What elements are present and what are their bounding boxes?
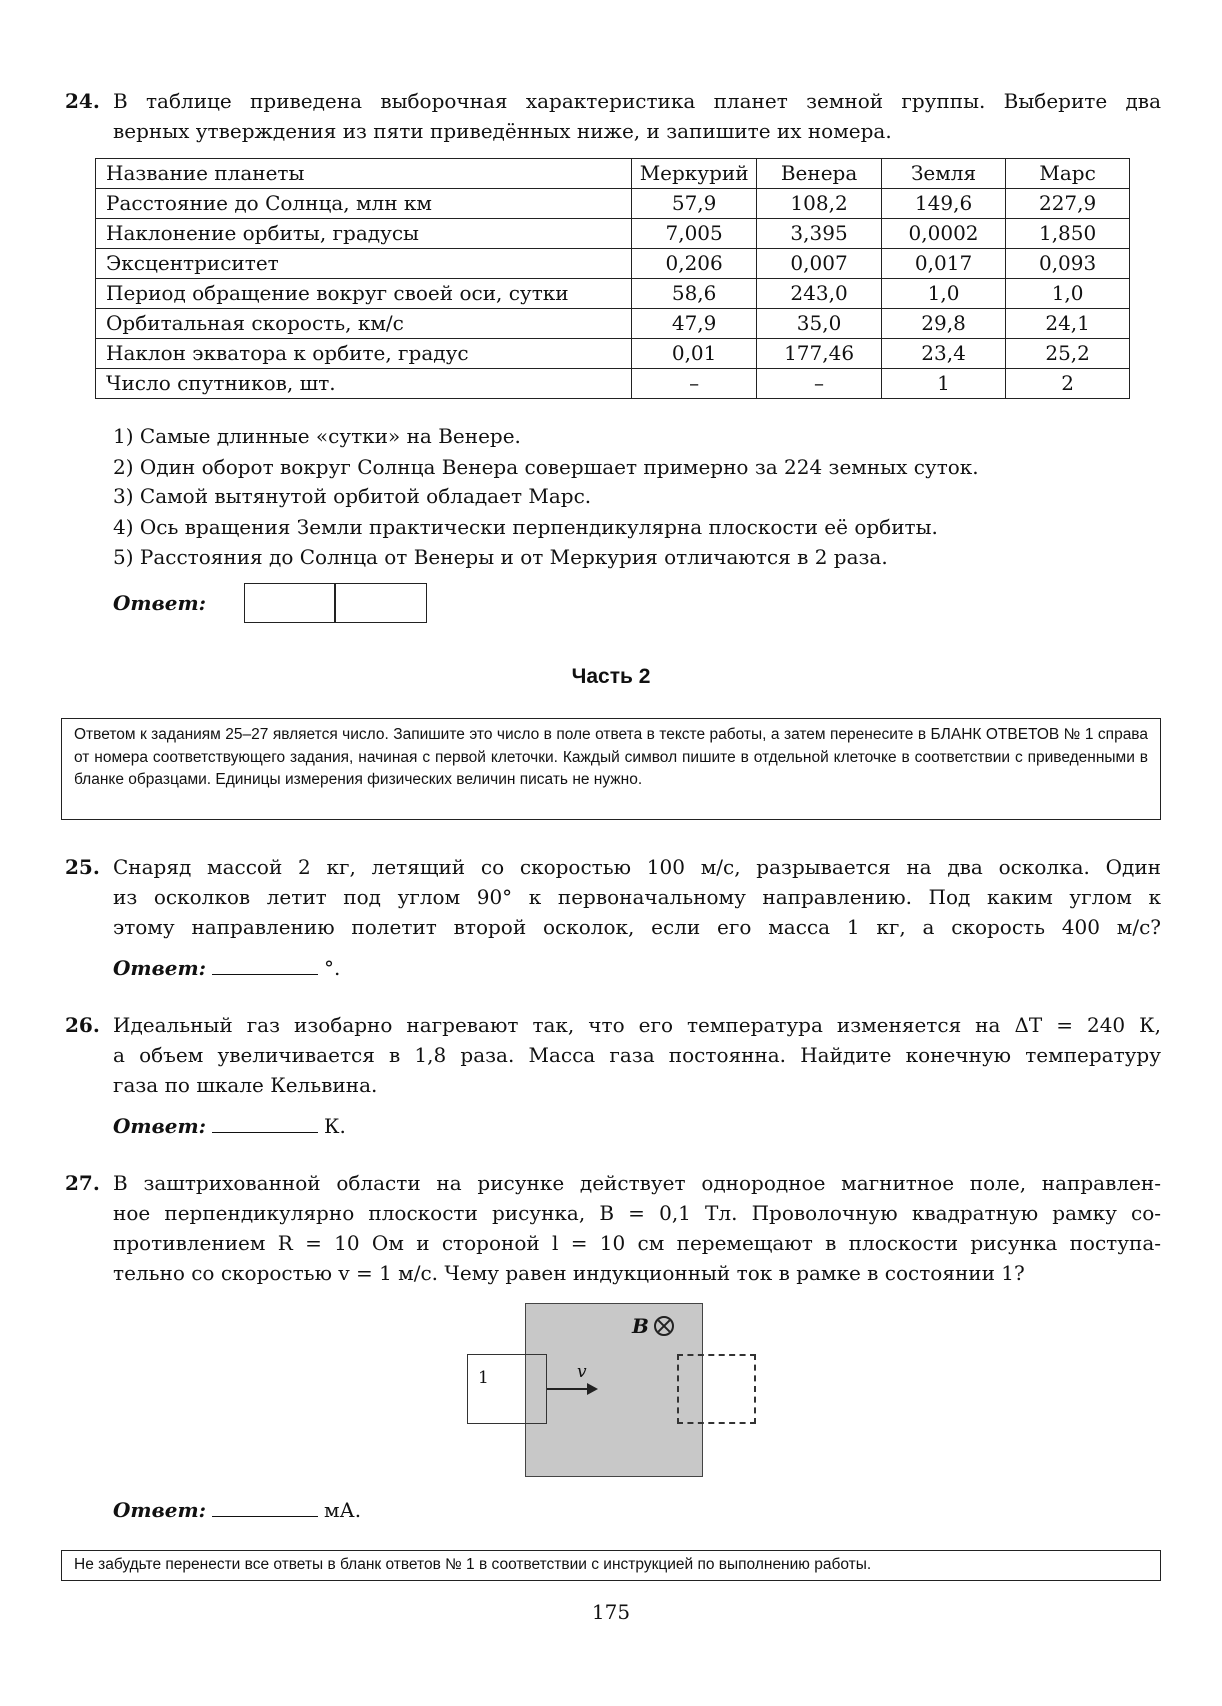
question-27-line-4: тельно со скоростью v = 1 м/с. Чему равен индукционный ток в рамке в состоянии 1?	[113, 1261, 1025, 1285]
answer-field-26[interactable]	[212, 1114, 318, 1133]
question-26-line-3: газа по шкале Кельвина.	[113, 1073, 378, 1097]
table-row	[96, 189, 1130, 219]
table-cell: 23,4	[881, 339, 1005, 369]
footer-note: Не забудьте перенести все ответы в бланк ответов № 1 в соответствии с инструкцией по выполнению работы.	[61, 1550, 1161, 1581]
magnetic-field-figure	[460, 1300, 770, 1480]
answer-option-2: 2) Один оборот вокруг Солнца Венера совершает примерно за 224 земных суток.	[113, 455, 979, 479]
table-cell: 0,01	[632, 339, 757, 369]
table-cell: 57,9	[632, 189, 757, 219]
table-cell: 149,6	[881, 189, 1005, 219]
question-24-number: 24.	[65, 89, 100, 113]
question-25-line-2: из осколков летит под углом 90° к первоначальному направлению. Под каким углом к	[113, 885, 1161, 909]
field-into-page-icon	[654, 1316, 674, 1336]
table-cell: 243,0	[757, 279, 882, 309]
question-25-number: 25.	[65, 855, 100, 879]
table-cell: 1,0	[881, 279, 1005, 309]
answer-cell-2[interactable]	[334, 583, 427, 623]
velocity-label: v	[577, 1362, 587, 1382]
question-26-number: 26.	[65, 1013, 100, 1037]
table-cell: 177,46	[757, 339, 882, 369]
answer-option-1: 1) Самые длинные «сутки» на Венере.	[113, 424, 521, 448]
table-cell: 1	[881, 369, 1005, 399]
table-cell: 2	[1006, 369, 1130, 399]
answer-label-25: Ответ:	[113, 956, 206, 980]
answer-option-5: 5) Расстояния до Солнца от Венеры и от Меркурия отличаются в 2 раза.	[113, 545, 888, 569]
question-25-line-3: этому направлению полетит второй осколок, если его масса 1 кг, а скорость 400 м/с?	[113, 915, 1161, 939]
answer-field-27[interactable]	[212, 1498, 318, 1517]
question-24-line-2: верных утверждения из пяти приведённых ниже, и запишите их номера.	[113, 119, 892, 143]
answer-unit-26: К.	[324, 1114, 346, 1138]
table-cell: Число спутников, шт.	[96, 369, 632, 399]
table-cell: 35,0	[757, 309, 882, 339]
table-cell: 58,6	[632, 279, 757, 309]
table-cell: 0,017	[881, 249, 1005, 279]
table-header-cell: Меркурий	[632, 159, 757, 189]
field-label: B	[632, 1314, 649, 1338]
question-26-line-2: а объем увеличивается в 1,8 раза. Масса газа постоянна. Найдите конечную температуру	[113, 1043, 1161, 1067]
table-header-cell: Марс	[1006, 159, 1130, 189]
table-row	[96, 339, 1130, 369]
answer-option-4: 4) Ось вращения Земли практически перпендикулярна плоскости её орбиты.	[113, 515, 938, 539]
table-row	[96, 309, 1130, 339]
table-cell: –	[757, 369, 882, 399]
question-27-line-3: противлением R = 10 Ом и стороной l = 10 см перемещают в плоскости рисунка поступа-	[113, 1231, 1161, 1255]
table-cell: 29,8	[881, 309, 1005, 339]
answer-label-26: Ответ:	[113, 1114, 206, 1138]
table-header-cell: Венера	[757, 159, 882, 189]
answer-cell-1[interactable]	[244, 583, 336, 623]
frame-state-2-dashed	[677, 1354, 756, 1424]
answer-label-24: Ответ:	[113, 591, 206, 615]
table-cell: –	[632, 369, 757, 399]
table-cell: Орбитальная скорость, км/с	[96, 309, 632, 339]
table-cell: 25,2	[1006, 339, 1130, 369]
table-row	[96, 279, 1130, 309]
planets-table	[95, 158, 1130, 399]
part-2-title: Часть 2	[571, 665, 651, 688]
question-24-line-1: В таблице приведена выборочная характеристика планет земной группы. Выберите два	[113, 89, 1161, 113]
table-cell: Расстояние до Солнца, млн км	[96, 189, 632, 219]
answer-option-3: 3) Самой вытянутой орбитой обладает Марс.	[113, 484, 592, 508]
page-number: 175	[591, 1600, 631, 1624]
table-cell: 24,1	[1006, 309, 1130, 339]
table-row	[96, 219, 1130, 249]
table-cell: 227,9	[1006, 189, 1130, 219]
table-cell: 47,9	[632, 309, 757, 339]
question-27-line-1: В заштрихованной области на рисунке действует однородное магнитное поле, направлен-	[113, 1171, 1161, 1195]
answer-unit-25: °.	[324, 956, 341, 980]
table-cell: 0,206	[632, 249, 757, 279]
table-cell: 1,850	[1006, 219, 1130, 249]
table-cell: 108,2	[757, 189, 882, 219]
question-27-line-2: ное перпендикулярно плоскости рисунка, B = 0,1 Тл. Проволочную квадратную рамку со-	[113, 1201, 1161, 1225]
table-cell: 0,007	[757, 249, 882, 279]
part-2-instruction: Ответом к заданиям 25–27 является число. Запишите это число в поле ответа в тексте работы, а затем перенесите в БЛАНК ОТВЕТОВ № 1 справа от номера соответствующего задания, начиная с первой клеточки. Каждый символ пишите в отдельной клеточке в соответствии с приведенными в бланке образцами. Единицы измерения физических величин писать не нужно.	[61, 718, 1161, 820]
velocity-arrow-icon	[547, 1388, 589, 1390]
table-row	[96, 369, 1130, 399]
table-cell: 0,0002	[881, 219, 1005, 249]
question-26-line-1: Идеальный газ изобарно нагревают так, что его температура изменяется на ΔT = 240 К,	[113, 1013, 1161, 1037]
frame-state-1	[467, 1354, 547, 1424]
table-cell: 0,093	[1006, 249, 1130, 279]
table-cell: Период обращение вокруг своей оси, сутки	[96, 279, 632, 309]
table-cell: Эксцентриситет	[96, 249, 632, 279]
table-cell: 7,005	[632, 219, 757, 249]
question-27-number: 27.	[65, 1171, 100, 1195]
table-cell: Наклон экватора к орбите, градус	[96, 339, 632, 369]
table-header-row	[96, 159, 1130, 189]
answer-unit-27: мА.	[324, 1498, 362, 1522]
answer-label-27: Ответ:	[113, 1498, 206, 1522]
table-row	[96, 249, 1130, 279]
table-header-cell: Земля	[881, 159, 1005, 189]
frame-label: 1	[478, 1368, 489, 1388]
table-cell: 1,0	[1006, 279, 1130, 309]
question-25-line-1: Снаряд массой 2 кг, летящий со скоростью 100 м/с, разрывается на два осколка. Один	[113, 855, 1161, 879]
answer-field-25[interactable]	[212, 956, 318, 975]
table-cell: Наклонение орбиты, градусы	[96, 219, 632, 249]
table-cell: 3,395	[757, 219, 882, 249]
table-header-cell: Название планеты	[96, 159, 632, 189]
